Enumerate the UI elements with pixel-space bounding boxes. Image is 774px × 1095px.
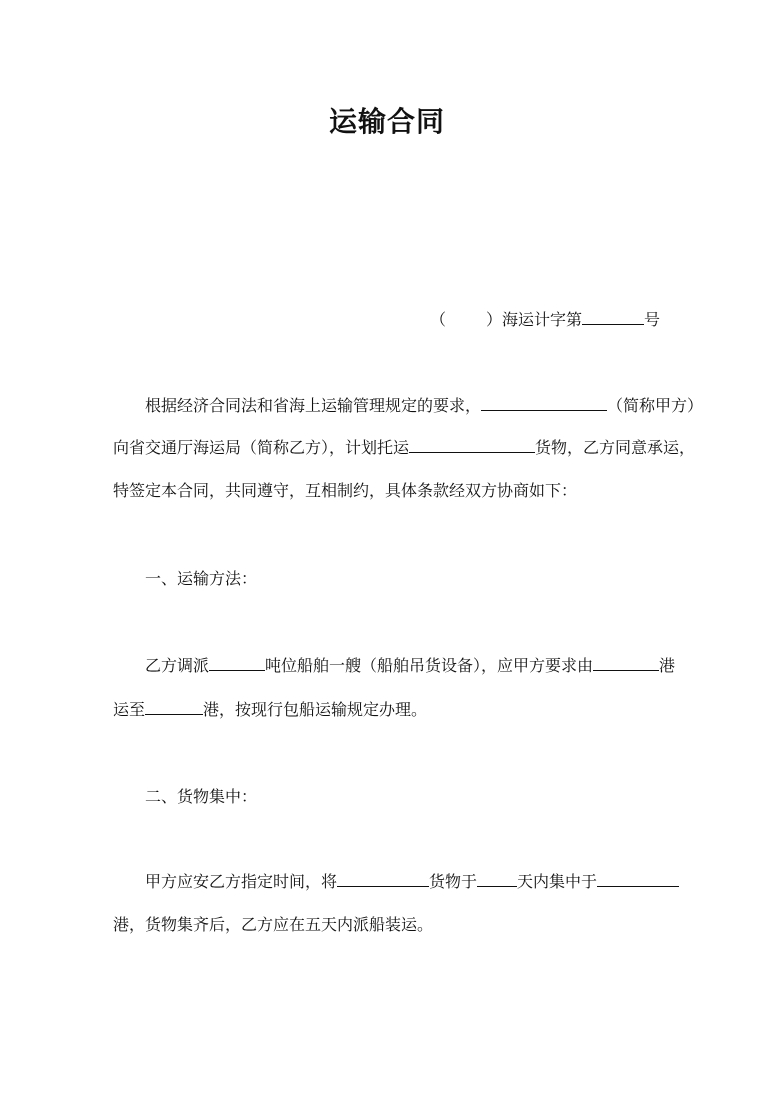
section-text: 运至 — [113, 700, 146, 719]
destination-port-blank — [145, 698, 203, 715]
section-2-line-2: 港，货物集齐后，乙方应在五天内派船装运。 — [113, 915, 434, 934]
section-1-line-1 — [145, 654, 675, 677]
preamble-text: 货物，乙方同意承运， — [535, 438, 696, 457]
preamble-text: （简称甲方） — [607, 396, 704, 415]
ref-open-paren: （ — [429, 310, 446, 329]
section-text: 天内集中于 — [517, 872, 598, 891]
ref-label: ）海运计字第 — [485, 310, 582, 329]
section-2-heading: 二、货物集中： — [145, 787, 258, 806]
preamble-line-1 — [145, 394, 703, 417]
contract-reference-line — [430, 308, 660, 331]
section-text: 货物于 — [429, 872, 478, 891]
cargo-blank — [409, 436, 535, 453]
collection-port-blank — [597, 870, 679, 887]
preamble-text: 向省交通厅海运局（简称乙方），计划托运 — [113, 438, 410, 457]
preamble-line-3: 特签定本合同，共同遵守，互相制约，具体条款经双方协商如下： — [113, 481, 578, 500]
days-blank — [477, 870, 517, 887]
section-text: 乙方调派 — [145, 656, 210, 675]
tonnage-blank — [209, 654, 265, 671]
document-title: 运输合同 — [328, 105, 445, 138]
preamble-text: 根据经济合同法和省海上运输管理规定的要求， — [145, 396, 482, 415]
origin-port-blank — [593, 654, 659, 671]
preamble-line-2 — [113, 436, 695, 459]
ref-number-blank — [582, 308, 644, 325]
section-1-line-2 — [113, 698, 427, 721]
section-text: 甲方应安乙方指定时间，将 — [145, 872, 338, 891]
ref-suffix: 号 — [643, 310, 660, 329]
section-text: 吨位船舶一艘（船舶吊货设备），应甲方要求由 — [265, 656, 594, 675]
section-2-line-1 — [145, 870, 679, 893]
party-a-blank — [481, 394, 607, 411]
goods-blank — [337, 870, 429, 887]
section-1-heading: 一、运输方法： — [145, 569, 258, 588]
section-text: 港 — [659, 656, 676, 675]
section-text: 港，按现行包船运输规定办理。 — [203, 700, 428, 719]
